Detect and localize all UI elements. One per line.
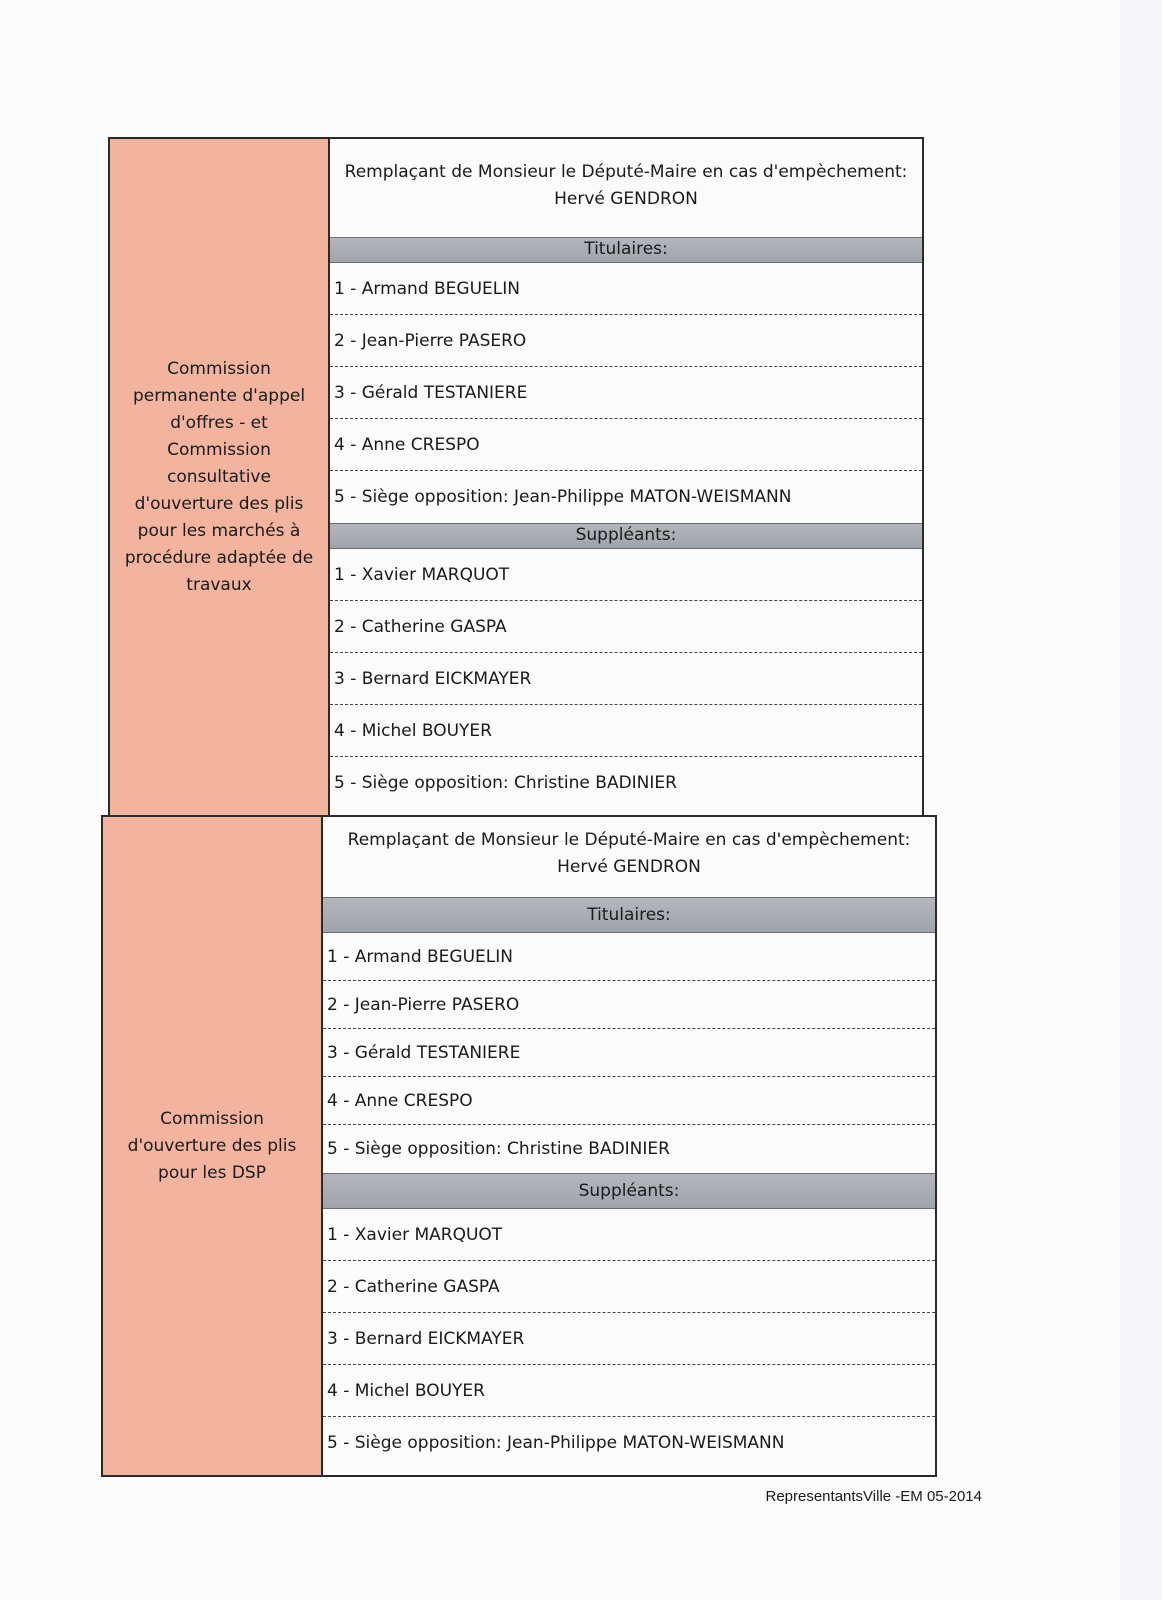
- titulaires-list: [323, 933, 935, 1173]
- suppleant-item: 3 - Bernard EICKMAYER: [323, 1313, 935, 1365]
- titulaire-item: 2 - Jean-Pierre PASERO: [323, 981, 935, 1029]
- members-cell: [323, 817, 935, 1475]
- suppleant-item: 4 - Michel BOUYER: [330, 705, 922, 757]
- replacement-info: [323, 817, 935, 897]
- titulaire-item: 4 - Anne CRESPO: [330, 419, 922, 471]
- commission-table-dsp: [101, 815, 937, 1477]
- suppleant-item: 5 - Siège opposition: Christine BADINIER: [334, 773, 677, 793]
- replacement-name: Hervé GENDRON: [554, 189, 698, 209]
- titulaire-item: 3 - Gérald TESTANIERE: [323, 1029, 935, 1077]
- titulaires-list: [330, 263, 922, 523]
- commission-name-cell: [110, 139, 330, 815]
- commission-name: Commission permanente d'appel d'offres - et Commission consultative d'ouverture des plis pour les marchés à procédure adaptée de travaux: [124, 358, 314, 595]
- suppleant-item: 1 - Xavier MARQUOT: [330, 549, 922, 601]
- suppleant-item: 1 - Xavier MARQUOT: [323, 1209, 935, 1261]
- titulaires-header: Titulaires:: [330, 237, 922, 263]
- replacement-name: Hervé GENDRON: [557, 857, 701, 877]
- members-cell: [330, 139, 922, 815]
- titulaire-item: 1 - Armand BEGUELIN: [330, 263, 922, 315]
- titulaire-item: 2 - Jean-Pierre PASERO: [330, 315, 922, 367]
- commission-name-cell: [103, 817, 323, 1475]
- titulaire-item: 3 - Gérald TESTANIERE: [330, 367, 922, 419]
- suppleants-header: Suppléants:: [323, 1173, 935, 1209]
- commission-table-appel-offres: [108, 137, 924, 817]
- titulaire-item: 5 - Siège opposition: Christine BADINIER: [327, 1139, 670, 1159]
- suppleant-item: 2 - Catherine GASPA: [323, 1261, 935, 1313]
- suppleant-item: 5 - Siège opposition: Jean-Philippe MATON-WEISMANN: [327, 1433, 785, 1453]
- suppleant-item: 2 - Catherine GASPA: [330, 601, 922, 653]
- titulaires-header: Titulaires:: [323, 897, 935, 933]
- suppleants-header: Suppléants:: [330, 523, 922, 549]
- titulaire-item: 4 - Anne CRESPO: [323, 1077, 935, 1125]
- replacement-info: [330, 139, 922, 237]
- document-reference: RepresentantsVille -EM 05-2014: [765, 1488, 982, 1505]
- commission-name: Commission d'ouverture des plis pour les DSP: [127, 1108, 297, 1183]
- titulaire-item: 5 - Siège opposition: Jean-Philippe MATON-WEISMANN: [334, 487, 792, 507]
- suppleants-list: [330, 549, 922, 809]
- replacement-label: Remplaçant de Monsieur le Député-Maire en cas d'empèchement:: [344, 162, 908, 182]
- suppleants-list: [323, 1209, 935, 1469]
- suppleant-item: 4 - Michel BOUYER: [323, 1365, 935, 1417]
- titulaire-item: 1 - Armand BEGUELIN: [323, 933, 935, 981]
- suppleant-item: 3 - Bernard EICKMAYER: [330, 653, 922, 705]
- replacement-label: Remplaçant de Monsieur le Député-Maire en cas d'empèchement:: [347, 830, 911, 850]
